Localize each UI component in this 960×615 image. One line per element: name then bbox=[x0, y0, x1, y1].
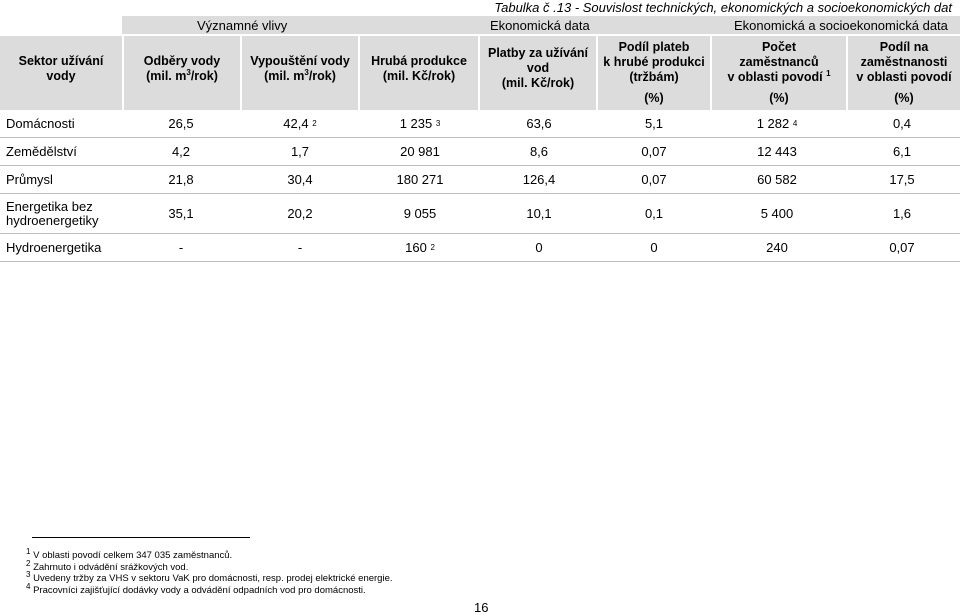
header-payments-line2: vod bbox=[526, 61, 550, 75]
table-row bbox=[0, 194, 960, 234]
header-gross bbox=[360, 36, 478, 110]
footnote: $^3$ Uvedeny tržby za VHS v sektoru VaK pro domácnosti, resp. prodej elektrické energie. bbox=[26, 569, 393, 584]
header-employees-unit: (%) bbox=[769, 91, 789, 105]
header-discharge-line1: Vypouštění vody bbox=[250, 54, 350, 68]
cell-gross: 1 235 3 bbox=[399, 116, 441, 131]
table-row bbox=[0, 110, 960, 138]
cell-share: 0,07 bbox=[641, 172, 667, 187]
header-payments-line1: Platby za užívání bbox=[487, 46, 589, 60]
cell-discharge: 20,2 bbox=[287, 206, 313, 221]
group-bar-socio bbox=[710, 16, 960, 34]
cell-gross: 20 981 bbox=[400, 144, 440, 159]
header-share-line3: (tržbám) bbox=[629, 70, 679, 84]
cell-employment: 0,4 bbox=[892, 116, 912, 131]
cell-withdrawal: 21,8 bbox=[168, 172, 194, 187]
cell-discharge: 30,4 bbox=[287, 172, 313, 187]
cell-share: 0 bbox=[650, 240, 658, 255]
cell-employees: 60 582 bbox=[757, 172, 797, 187]
cell-payments: 10,1 bbox=[526, 206, 552, 221]
header-sector-line1: Sektor užívání bbox=[18, 54, 104, 68]
header-withdrawal bbox=[124, 36, 240, 110]
cell-employment: 1,6 bbox=[892, 206, 912, 221]
header-withdrawal-unit: (mil. $m^3/rok$) bbox=[146, 67, 218, 83]
header-share-unit: (%) bbox=[644, 91, 664, 105]
cell-employment: 6,1 bbox=[892, 144, 912, 159]
footnotes bbox=[26, 546, 393, 596]
cell-withdrawal: 35,1 bbox=[168, 206, 194, 221]
cell-employees: 5 400 bbox=[760, 206, 794, 221]
group-label-socio: Ekonomická a socioekonomická data bbox=[734, 17, 948, 33]
cell-payments: 8,6 bbox=[529, 144, 549, 159]
footnote: $^4$ Pracovníci zajišťující dodávky vody a odvádění odpadních vod pro domácnosti. bbox=[26, 581, 366, 596]
cell-sector: Hydroenergetika bbox=[6, 239, 102, 255]
cell-discharge: 1,7 bbox=[290, 144, 310, 159]
header-discharge-unit: (mil. $m^3/rok$) bbox=[264, 67, 336, 83]
footnote: $^2$ Zahrnuto i odvádění srážkových vod. bbox=[26, 558, 189, 573]
cell-discharge: - bbox=[297, 240, 303, 255]
cell-employees: 12 443 bbox=[757, 144, 797, 159]
table-caption: Tabulka č .13 - Souvislost technických, ekonomických a socioekonomických dat bbox=[494, 0, 952, 15]
group-label-economic: Ekonomická data bbox=[490, 17, 590, 33]
group-bar-significant bbox=[122, 16, 480, 34]
cell-withdrawal: 4,2 bbox=[171, 144, 191, 159]
cell-sector: Zemědělství bbox=[6, 143, 77, 159]
cell-withdrawal: - bbox=[178, 240, 184, 255]
header-share-line1: Podíl plateb bbox=[618, 40, 690, 54]
header-discharge bbox=[242, 36, 358, 110]
cell-share: 0,1 bbox=[644, 206, 664, 221]
cell-payments: 0 bbox=[535, 240, 543, 255]
header-employment-line3: v oblasti povodí bbox=[856, 70, 952, 84]
table-row bbox=[0, 138, 960, 166]
header-employees-line1: Počet bbox=[761, 40, 797, 54]
header-share-payments bbox=[598, 36, 710, 110]
header-employees-line3: v oblasti povodí $^1$ bbox=[727, 68, 831, 84]
cell-sector: Domácnosti bbox=[6, 115, 75, 131]
group-bar-economic bbox=[480, 16, 710, 34]
cell-withdrawal: 26,5 bbox=[168, 116, 194, 131]
header-share-line2: k hrubé produkci bbox=[603, 55, 705, 69]
cell-discharge: 42,4 2 bbox=[283, 116, 317, 131]
header-employees-line2: zaměstnanců bbox=[739, 55, 819, 69]
header-sector-line2: vody bbox=[46, 69, 76, 83]
cell-gross: 180 271 bbox=[396, 172, 444, 187]
header-employment-line1: Podíl na bbox=[879, 40, 929, 54]
header-payments-unit: (mil. Kč/rok) bbox=[501, 76, 575, 90]
cell-share: 5,1 bbox=[644, 116, 664, 131]
header-withdrawal-line1: Odběry vody bbox=[143, 54, 221, 68]
header-share-employment bbox=[848, 36, 960, 110]
cell-gross: 160 2 bbox=[405, 240, 435, 255]
cell-employment: 17,5 bbox=[889, 172, 915, 187]
cell-gross: 9 055 bbox=[403, 206, 437, 221]
cell-employees: 240 bbox=[766, 240, 788, 255]
cell-payments: 63,6 bbox=[526, 116, 552, 131]
header-gross-line1: Hrubá produkce bbox=[371, 54, 467, 68]
table-row bbox=[0, 166, 960, 194]
header-gross-unit: (mil. Kč/rok) bbox=[382, 69, 456, 83]
header-employees bbox=[712, 36, 846, 110]
header-employment-line2: zaměstnanosti bbox=[860, 55, 948, 69]
header-payments bbox=[480, 36, 596, 110]
footnote-separator bbox=[32, 537, 250, 538]
header-employment-unit: (%) bbox=[894, 91, 914, 105]
cell-sector: Průmysl bbox=[6, 171, 53, 187]
cell-sector: Energetika bez hydroenergetiky bbox=[6, 198, 99, 228]
cell-share: 0,07 bbox=[641, 144, 667, 159]
table-row bbox=[0, 234, 960, 262]
group-label-significant: Významné vlivy bbox=[197, 17, 288, 33]
footnote: $^1$ V oblasti povodí celkem 347 035 zaměstnanců. bbox=[26, 546, 233, 561]
header-sector bbox=[0, 36, 122, 110]
page-number: 16 bbox=[474, 600, 489, 615]
cell-payments: 126,4 bbox=[522, 172, 556, 187]
cell-employment: 0,07 bbox=[889, 240, 915, 255]
cell-employees: 1 282 4 bbox=[756, 116, 798, 131]
